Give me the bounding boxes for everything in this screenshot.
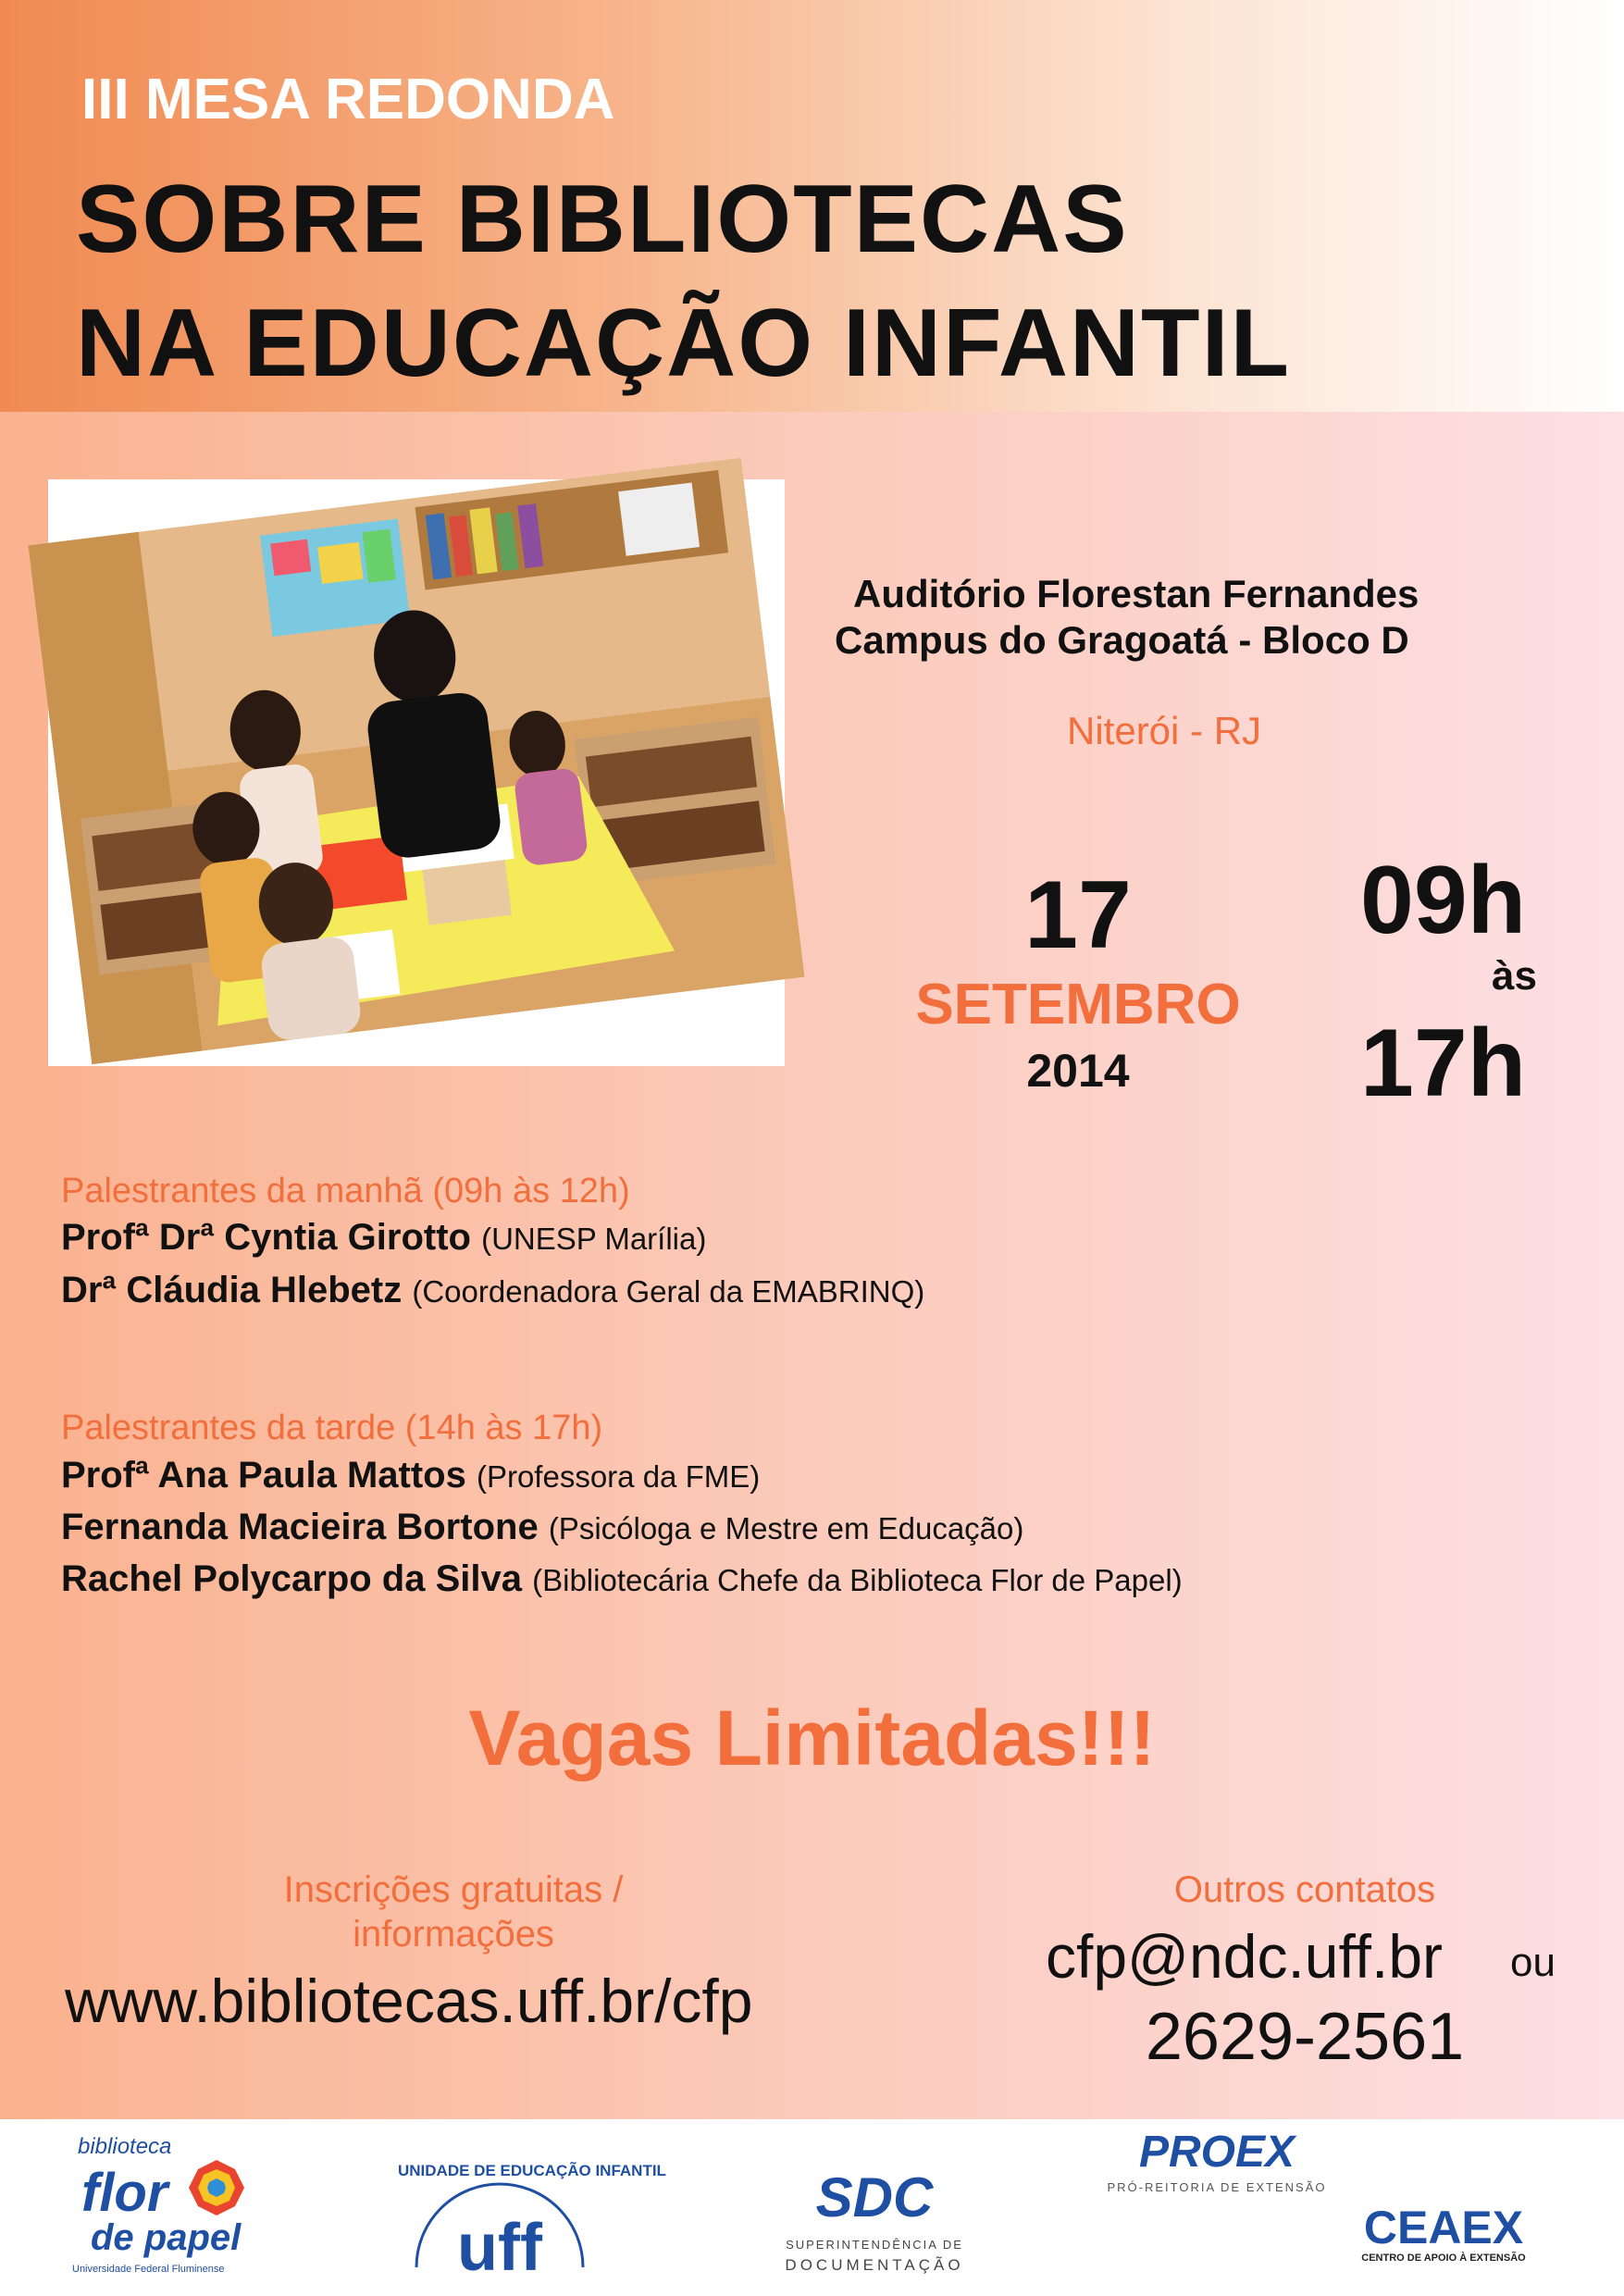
logo-text: flor xyxy=(81,2163,168,2223)
sdc-logo xyxy=(777,2166,972,2277)
registration-label-line1: Inscrições gratuitas / xyxy=(283,1869,624,1910)
speaker-name: Profª Drª Cyntia Girotto xyxy=(61,1217,471,1258)
event-title-line2: NA EDUCAÇÃO INFANTIL xyxy=(76,290,1291,397)
contacts-label: Outros contatos xyxy=(1173,1869,1436,1910)
venue-line2: Campus do Gragoatá - Bloco D xyxy=(835,618,1409,662)
event-photo xyxy=(28,458,804,1064)
speaker-affiliation: (Bibliotecária Chefe da Biblioteca Flor de Papel) xyxy=(532,1563,1183,1597)
registration-link[interactable]: www.bibliotecas.uff.br/cfp xyxy=(65,1967,753,2035)
limited-spots-notice: Vagas Limitadas!!! xyxy=(468,1694,1156,1781)
logo-text: DOCUMENTAÇÃO xyxy=(785,2256,964,2274)
time-end: 17h xyxy=(1360,1010,1527,1117)
contacts-connector: ou xyxy=(1510,1940,1556,1985)
afternoon-heading: Palestrantes da tarde (14h às 17h) xyxy=(61,1409,603,1447)
logo-text: PROEX xyxy=(1138,2128,1295,2177)
logo-text: uff xyxy=(457,2211,542,2285)
speaker-affiliation: (Coordenadora Geral da EMABRINQ) xyxy=(412,1274,925,1309)
date-month: SETEMBRO xyxy=(915,973,1241,1036)
logo-text: CENTRO DE APOIO À EXTENSÃO xyxy=(1361,2253,1526,2264)
photo-frame xyxy=(48,479,785,1066)
speaker-name: Profª Ana Paula Mattos xyxy=(61,1455,466,1496)
venue-city: Niterói - RJ xyxy=(1067,709,1262,752)
date-day: 17 xyxy=(1024,862,1132,969)
date-year: 2014 xyxy=(1026,1045,1130,1097)
speaker-affiliation: (Professora da FME) xyxy=(476,1459,761,1494)
flower-icon xyxy=(187,2158,246,2217)
logo-text: PRÓ-REITORIA DE EXTENSÃO xyxy=(1107,2180,1327,2194)
time-start: 09h xyxy=(1360,847,1527,954)
logo-text: UNIDADE DE EDUCAÇÃO INFANTIL xyxy=(398,2162,666,2179)
afternoon-speaker-2 xyxy=(61,1507,1023,1548)
proex-logo xyxy=(1083,2127,1351,2201)
morning-speaker-1 xyxy=(61,1217,706,1259)
flor-de-papel-logo xyxy=(72,2134,257,2282)
speaker-name: Rachel Polycarpo da Silva xyxy=(61,1558,522,1599)
morning-heading: Palestrantes da manhã (09h às 12h) xyxy=(61,1172,630,1210)
afternoon-speaker-1 xyxy=(61,1455,760,1496)
uff-education-logo xyxy=(398,2128,666,2286)
logo-text: Universidade Federal Fluminense xyxy=(72,2264,225,2275)
time-connector: às xyxy=(1492,953,1537,999)
ceaex-logo xyxy=(1342,2201,1545,2275)
afternoon-speaker-3 xyxy=(61,1558,1183,1600)
logo-text: SUPERINTENDÊNCIA DE xyxy=(786,2238,963,2252)
speaker-name: Fernanda Macieira Bortone xyxy=(61,1507,539,1547)
speaker-affiliation: (UNESP Marília) xyxy=(481,1222,707,1256)
contact-phone: 2629-2561 xyxy=(1145,2000,1465,2074)
logo-text: biblioteca xyxy=(78,2134,172,2159)
event-title-line1: SOBRE BIBLIOTECAS xyxy=(76,166,1129,273)
logo-text: CEAEX xyxy=(1363,2202,1524,2253)
registration-label-line2: informações xyxy=(353,1914,554,1955)
contact-email-link[interactable]: cfp@ndc.uff.br xyxy=(1046,1922,1443,1991)
morning-speaker-2 xyxy=(61,1270,924,1311)
logo-text: SDC xyxy=(815,2166,934,2228)
children-reading-photo xyxy=(28,458,804,1064)
speaker-affiliation: (Psicóloga e Mestre em Educação) xyxy=(548,1511,1024,1545)
logo-text: de papel xyxy=(91,2217,242,2258)
speaker-name: Drª Cláudia Hlebetz xyxy=(61,1270,403,1310)
venue-line1: Auditório Florestan Fernandes xyxy=(853,572,1419,615)
event-kicker: III MESA REDONDA xyxy=(81,68,615,131)
